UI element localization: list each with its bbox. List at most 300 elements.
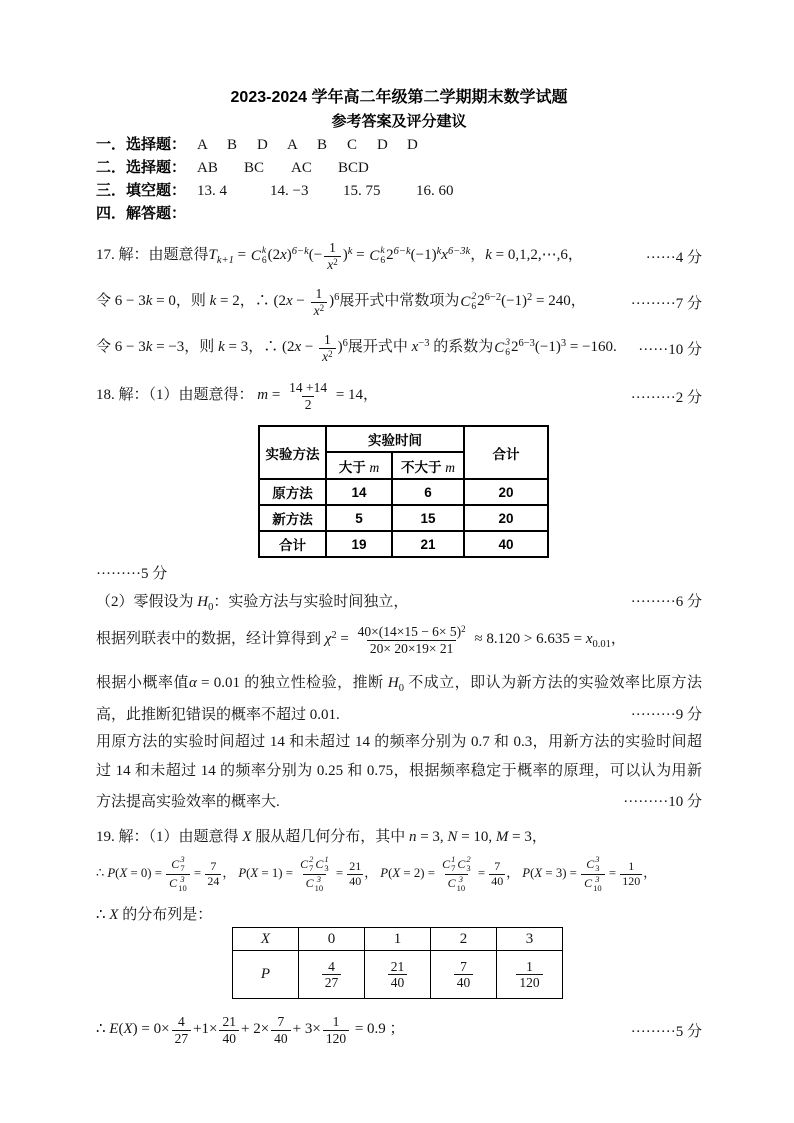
math-rm: 18. 解：（1）由题意得： xyxy=(96,387,258,404)
section-label: 四．解答题： xyxy=(96,205,187,222)
math-rm: ， xyxy=(364,865,381,880)
answer-line-fill-blank xyxy=(96,182,702,200)
math-rm: ∴ xyxy=(96,1021,110,1038)
math-rm: 高，此推断犯错误的概率不超过 0.01. xyxy=(96,707,340,723)
math-it: x xyxy=(327,256,334,272)
math-frac xyxy=(347,860,363,888)
math-rm: ， xyxy=(643,865,657,880)
math-sub: 0.01 xyxy=(592,639,611,651)
formula-q17-3 xyxy=(96,332,617,363)
score-marker: ·········2 分 xyxy=(630,389,702,406)
formula-expected-value xyxy=(96,1014,405,1045)
table-cell: 1 xyxy=(365,928,431,951)
math-it: E xyxy=(109,1021,119,1038)
table-cell: 15 xyxy=(392,505,464,531)
math-frac xyxy=(388,959,408,990)
math-sup: 2 xyxy=(319,302,325,313)
math-rm: 大于 xyxy=(338,459,370,475)
paragraph-line xyxy=(96,728,702,757)
table-row xyxy=(233,951,563,999)
answer-value: A xyxy=(287,137,298,153)
math-rm: 1 xyxy=(526,958,533,974)
math-rm: 令 6 − 3 xyxy=(96,339,146,356)
math-rm: = 0) = xyxy=(127,865,166,880)
math-rm: − xyxy=(292,293,309,310)
math-rm: 过 14 和未超过 14 的频率分别为 0.25 和 0.75，根据频率稳定于概率的原理，可以认为用新 xyxy=(96,763,702,779)
math-rm: 4 xyxy=(328,958,335,974)
math-it: X xyxy=(534,865,543,880)
math-rm: = 10, xyxy=(457,828,496,845)
math-frac xyxy=(581,855,605,893)
math-frac xyxy=(323,1014,349,1045)
math-it: X xyxy=(119,865,128,880)
math-rm: + 3× xyxy=(292,1021,321,1038)
math-rm: = 0.9 ； xyxy=(351,1021,405,1038)
answer-value: D xyxy=(407,137,418,153)
math-rm: = xyxy=(352,247,369,264)
math-rm: 的分布列是： xyxy=(118,906,213,923)
math-it: N xyxy=(447,828,458,845)
math-bss: C 3 10 xyxy=(447,873,466,893)
math-frac xyxy=(454,959,474,990)
math-rm: 40 xyxy=(222,1030,236,1046)
math-it: T xyxy=(208,247,217,264)
table-cell: 19 xyxy=(326,531,392,557)
math-rm: = −3，则 xyxy=(152,339,219,356)
math-frac xyxy=(311,286,328,317)
math-rm: ( xyxy=(118,1021,124,1038)
math-frac xyxy=(205,860,221,888)
math-it: k xyxy=(485,247,492,264)
distribution-table xyxy=(232,927,563,999)
math-rm: 根据列联表中的数据，经计算得到 xyxy=(96,631,325,648)
math-rm: 不成立，即认为新方法的实验效率比原方法 xyxy=(403,675,702,691)
table-cell: 5 xyxy=(326,505,392,531)
math-sup: 2 xyxy=(461,624,466,635)
math-it: M xyxy=(495,828,509,845)
section-label: 一．选择题： xyxy=(96,136,187,153)
math-rm: = 3, xyxy=(416,828,448,845)
answer-value: 16. 60 xyxy=(416,183,454,199)
solution-line-q18-chi xyxy=(96,615,702,665)
math-rm: = xyxy=(336,631,353,648)
page-subtitle: 参考答案及评分建议 xyxy=(331,113,467,130)
math-rm: 19. 解：（1）由题意得 xyxy=(96,828,243,845)
score-marker: ·········10 分 xyxy=(623,794,702,810)
math-rm: （2）零假设为 xyxy=(96,593,198,610)
formula-q19-1 xyxy=(96,825,547,846)
math-frac xyxy=(219,1014,239,1045)
math-it: k xyxy=(145,339,153,356)
math-rm: 27 xyxy=(174,1030,189,1046)
math-it: P xyxy=(380,865,389,880)
math-rm: ， xyxy=(470,247,486,264)
math-bss: C k 6 xyxy=(250,245,267,266)
formula-q18-2 xyxy=(96,590,408,611)
answer-value: 14. −3 xyxy=(270,183,309,199)
answer-value: D xyxy=(257,137,268,153)
math-it: H xyxy=(387,675,399,691)
paragraph-text xyxy=(96,790,280,811)
math-frac xyxy=(286,380,330,411)
math-rm: ∴ xyxy=(96,906,110,923)
table-row xyxy=(259,531,548,557)
math-rm: = 0.01 的独立性检验，推断 xyxy=(196,675,388,691)
math-it: P xyxy=(238,865,247,880)
solution-line-q17-2 xyxy=(96,279,702,325)
math-sub: k+1 xyxy=(216,255,234,267)
math-it: x xyxy=(322,348,329,364)
math-rm: ) xyxy=(342,247,348,264)
paragraph-line xyxy=(96,699,702,728)
math-sup: 2 xyxy=(527,292,533,304)
math-it: P xyxy=(522,865,531,880)
math-rm: ， xyxy=(506,865,523,880)
section-label: 二．选择题： xyxy=(96,159,187,176)
math-rm: = 0,1,2,⋯,6， xyxy=(491,247,583,264)
math-rm: 40 xyxy=(491,873,504,888)
table-cell: 新方法 xyxy=(259,505,326,531)
solution-line-q19-3 xyxy=(96,901,702,925)
math-bss: C 1 7 xyxy=(442,854,456,874)
solution-line-q17-1 xyxy=(96,233,702,279)
math-rm: ) = 0× xyxy=(132,1021,170,1038)
math-bss: C 3 10 xyxy=(584,873,602,893)
math-it: X xyxy=(109,906,119,923)
math-rm: 1 xyxy=(315,286,323,302)
math-rm: 21 xyxy=(390,958,405,974)
math-sup: 6 xyxy=(334,292,340,304)
math-sup: 6−k xyxy=(291,246,309,258)
table-header-time: 实验时间 xyxy=(326,426,464,452)
math-rm: 21 xyxy=(222,1014,236,1030)
formula-chi-squared xyxy=(96,624,626,655)
math-rm: ( xyxy=(388,865,393,880)
math-bss: C 2 7 xyxy=(300,854,314,874)
score-marker: ·········9 分 xyxy=(630,707,702,723)
math-rm: 24 xyxy=(207,873,220,888)
math-rm: = xyxy=(332,865,347,880)
answer-value: 15. 75 xyxy=(343,183,381,199)
math-it: H xyxy=(197,593,209,610)
math-rm: ( xyxy=(530,865,535,880)
math-it: x xyxy=(313,302,320,318)
math-rm: 展开式中常数项为 xyxy=(339,293,460,310)
math-rm: 1 xyxy=(323,332,331,348)
table-header-p: P xyxy=(233,951,299,999)
math-sup: 2 xyxy=(331,630,337,642)
math-frac xyxy=(439,855,474,893)
score-marker: ·········7 分 xyxy=(630,295,702,312)
math-rm: = 2，∴ (2 xyxy=(216,293,286,310)
math-rm: = xyxy=(233,247,250,264)
math-frac xyxy=(516,959,542,990)
table-header-greater xyxy=(326,452,392,479)
math-rm: ， xyxy=(222,865,239,880)
math-it: k xyxy=(209,293,217,310)
solution-line-q18-1 xyxy=(96,373,702,419)
math-rm: 根据小概率值 xyxy=(96,675,189,691)
math-it: x xyxy=(585,631,593,648)
math-rm: 令 6 − 3 xyxy=(96,293,146,310)
math-rm: ( xyxy=(246,865,251,880)
math-sup: 6 xyxy=(342,338,348,350)
math-it: x xyxy=(411,339,419,356)
table-row xyxy=(259,479,548,505)
math-it: x xyxy=(294,339,302,356)
contingency-table xyxy=(258,425,549,558)
math-rm: 用原方法的实验时间超过 14 和未超过 14 的频率分别为 0.7 和 0.3，用新方法的实验时间超 xyxy=(96,734,702,750)
solution-line-q19-4 xyxy=(96,1007,702,1053)
formula-q17-2 xyxy=(96,286,586,317)
math-rm: = xyxy=(190,865,205,880)
math-rm: 2 xyxy=(477,293,485,310)
math-rm: 的系数为 xyxy=(429,339,494,356)
table-cell: 21 xyxy=(392,531,464,557)
math-frac xyxy=(620,860,642,888)
math-rm: 1 xyxy=(332,1014,340,1030)
math-rm: 40 xyxy=(390,975,405,990)
math-rm: = xyxy=(268,387,285,404)
table-cell: 6 xyxy=(392,479,464,505)
math-bss: C k 6 xyxy=(369,245,386,266)
table-cell-fraction xyxy=(431,951,497,999)
math-rm: = 3，∴ (2 xyxy=(224,339,295,356)
math-rm: = 240， xyxy=(532,293,586,310)
answer-value: 13. 4 xyxy=(197,183,227,199)
math-it: X xyxy=(250,865,259,880)
math-rm: = 3) = xyxy=(542,865,581,880)
math-rm: 服从超几何分布，其中 xyxy=(251,828,409,845)
paragraph-line xyxy=(96,786,702,815)
answer-value: AC xyxy=(291,160,312,176)
math-frac xyxy=(271,1014,291,1045)
math-rm: 7 xyxy=(210,859,217,874)
formula-q17-1 xyxy=(96,240,583,271)
solution-line-q18-2 xyxy=(96,587,702,613)
math-sup: 6−k xyxy=(393,246,411,258)
score-marker: ·········5 分 xyxy=(96,566,168,582)
page-title: 2023-2024 学年高二年级第二学期期末数学试题 xyxy=(230,89,568,106)
math-it: X xyxy=(242,828,252,845)
math-rm: = xyxy=(605,865,620,880)
math-sup: k xyxy=(347,246,353,258)
math-rm: 120 xyxy=(325,1030,347,1046)
table-cell: 20 xyxy=(464,479,548,505)
math-rm: (2 xyxy=(267,247,281,264)
math-rm: 不大于 xyxy=(400,459,446,475)
math-rm: 27 xyxy=(324,975,339,990)
answer-line-solutions xyxy=(96,205,702,223)
math-rm: = 1) = xyxy=(258,865,297,880)
math-it: X xyxy=(123,1021,133,1038)
math-rm: ：实验方法与实验时间独立， xyxy=(213,593,409,610)
math-rm: ， xyxy=(610,631,626,648)
math-bss: C 2 6 xyxy=(460,291,477,312)
math-it: m xyxy=(257,387,269,404)
math-bss: C 3 7 xyxy=(171,854,185,874)
math-frac xyxy=(297,855,332,893)
solution-line-q17-3 xyxy=(96,325,702,371)
formula-q19-probabilities xyxy=(96,855,656,893)
table-cell-fraction xyxy=(497,951,563,999)
math-rm: 7 xyxy=(460,958,467,974)
math-rm: 14 +14 xyxy=(289,380,328,396)
math-rm: = −160. xyxy=(566,339,617,356)
answer-value: B xyxy=(317,137,328,153)
table-cell-fraction xyxy=(299,951,365,999)
answer-value: B xyxy=(227,137,238,153)
table-cell: 40 xyxy=(464,531,548,557)
math-rm: (−1) xyxy=(410,247,437,264)
math-rm: − xyxy=(301,339,318,356)
formula-q18-1 xyxy=(96,380,378,411)
table-cell: 3 xyxy=(497,928,563,951)
table-header-method: 实验方法 xyxy=(259,426,326,479)
solution-line-q19-2 xyxy=(96,847,702,901)
math-rm: 120 xyxy=(519,975,540,990)
section-label: 三．填空题： xyxy=(96,182,187,199)
table-header-x: X xyxy=(233,928,299,951)
math-sup: 6−3 xyxy=(518,338,535,350)
answer-value: BCD xyxy=(338,160,369,176)
formula-q19-3 xyxy=(96,903,212,924)
math-sub: 0 xyxy=(208,601,214,613)
math-rm: 7 xyxy=(277,1014,285,1030)
math-rm: 展开式中 xyxy=(347,339,412,356)
math-rm: 40×(14×15 − 6× 5) xyxy=(357,624,462,640)
table-cell: 14 xyxy=(326,479,392,505)
math-it: x xyxy=(441,247,448,264)
math-it: X xyxy=(392,865,401,880)
answer-line-multi-choice xyxy=(96,159,702,177)
math-rm: 7 xyxy=(494,859,501,874)
math-sub: 0 xyxy=(398,683,404,694)
math-sup: 6−3k xyxy=(447,246,471,258)
math-sup: 2 xyxy=(328,348,333,359)
math-bss: C 3 3 xyxy=(586,854,600,874)
table-row xyxy=(259,426,548,452)
math-it: P xyxy=(107,865,116,880)
math-rm: ( xyxy=(115,865,120,880)
paragraph-line xyxy=(96,757,702,786)
paragraph-text xyxy=(96,703,340,724)
table-cell: 原方法 xyxy=(259,479,326,505)
score-marker: ······4 分 xyxy=(645,249,702,266)
math-rm: = 3， xyxy=(508,828,547,845)
table-header-total: 合计 xyxy=(464,426,548,479)
math-it: m xyxy=(369,459,380,475)
math-it: x xyxy=(280,247,287,264)
math-bss: C 1 3 xyxy=(315,854,329,874)
math-it: χ xyxy=(324,631,332,648)
answer-value: BC xyxy=(244,160,265,176)
solution-line-q19-1 xyxy=(96,823,702,847)
math-bss: C 2 3 xyxy=(457,854,471,874)
math-rm: 120 xyxy=(622,873,641,888)
answer-value: C xyxy=(347,137,358,153)
math-rm: = xyxy=(474,865,489,880)
math-rm: = 14， xyxy=(332,387,379,404)
answer-value: AB xyxy=(197,160,218,176)
math-it: x xyxy=(286,293,293,310)
math-it: m xyxy=(445,459,455,475)
math-rm: 1 xyxy=(628,859,635,874)
math-frac xyxy=(172,1014,192,1045)
table-cell: 合计 xyxy=(259,531,326,557)
math-rm: 方法提高实验效率的概率大. xyxy=(96,794,280,810)
math-rm: 17. 解：由题意得 xyxy=(96,247,209,264)
math-rm: 4 xyxy=(177,1014,185,1030)
score-marker: ·········6 分 xyxy=(630,593,702,610)
math-rm: = 0，则 xyxy=(152,293,210,310)
math-rm: +1× xyxy=(193,1021,218,1038)
table-row xyxy=(259,505,548,531)
math-sup: 6−2 xyxy=(484,292,502,304)
answer-value: A xyxy=(197,137,208,153)
math-rm: 2 xyxy=(304,396,312,412)
math-frac xyxy=(322,959,342,990)
math-sup: −3 xyxy=(418,338,430,350)
math-it: n xyxy=(408,828,417,845)
math-rm: 40 xyxy=(274,1030,288,1046)
math-frac xyxy=(355,624,469,655)
math-frac xyxy=(166,855,190,893)
math-bss: C 3 10 xyxy=(305,873,324,893)
math-it: α xyxy=(188,675,197,691)
table-header-not-greater xyxy=(392,452,464,479)
math-frac xyxy=(324,240,341,271)
table-row xyxy=(233,928,563,951)
math-sup: 2 xyxy=(333,256,338,267)
math-rm: 20× 20×19× 21 xyxy=(369,640,454,656)
math-sup: 3 xyxy=(560,338,567,350)
math-rm: 40 xyxy=(349,873,362,888)
math-rm: = 2) = xyxy=(400,865,439,880)
table-cell: 2 xyxy=(431,928,497,951)
math-rm: ) xyxy=(286,247,292,264)
math-rm: 21 xyxy=(349,859,362,874)
math-it: k xyxy=(145,293,153,310)
math-rm: 2 xyxy=(386,247,394,264)
table-cell: 0 xyxy=(299,928,365,951)
score-marker: ·········5 分 xyxy=(630,1023,702,1040)
math-rm: 2 xyxy=(510,339,519,356)
math-rm: (−1) xyxy=(534,339,561,356)
math-sup: k xyxy=(436,246,442,258)
table-cell-fraction xyxy=(365,951,431,999)
math-rm: ) xyxy=(329,293,335,310)
math-bss: C 3 10 xyxy=(169,873,187,893)
score-marker: ······10 分 xyxy=(638,341,702,358)
answer-line-single-choice xyxy=(96,136,702,154)
answer-value: D xyxy=(377,137,388,153)
math-bss: C 3 6 xyxy=(494,337,510,358)
math-rm: (−1) xyxy=(501,293,528,310)
math-rm: (− xyxy=(308,247,323,264)
math-it: k xyxy=(218,339,225,356)
table-cell: 20 xyxy=(464,505,548,531)
math-frac xyxy=(489,860,505,888)
math-rm: ≈ 8.120 > 6.635 = xyxy=(470,631,586,648)
math-frac xyxy=(319,332,336,363)
math-rm: + 2× xyxy=(240,1021,270,1038)
math-rm: ∴ xyxy=(96,865,108,880)
math-rm: ) xyxy=(337,339,343,356)
paragraph-line xyxy=(96,669,702,699)
math-rm: 40 xyxy=(456,975,471,990)
math-rm: 1 xyxy=(329,240,336,256)
